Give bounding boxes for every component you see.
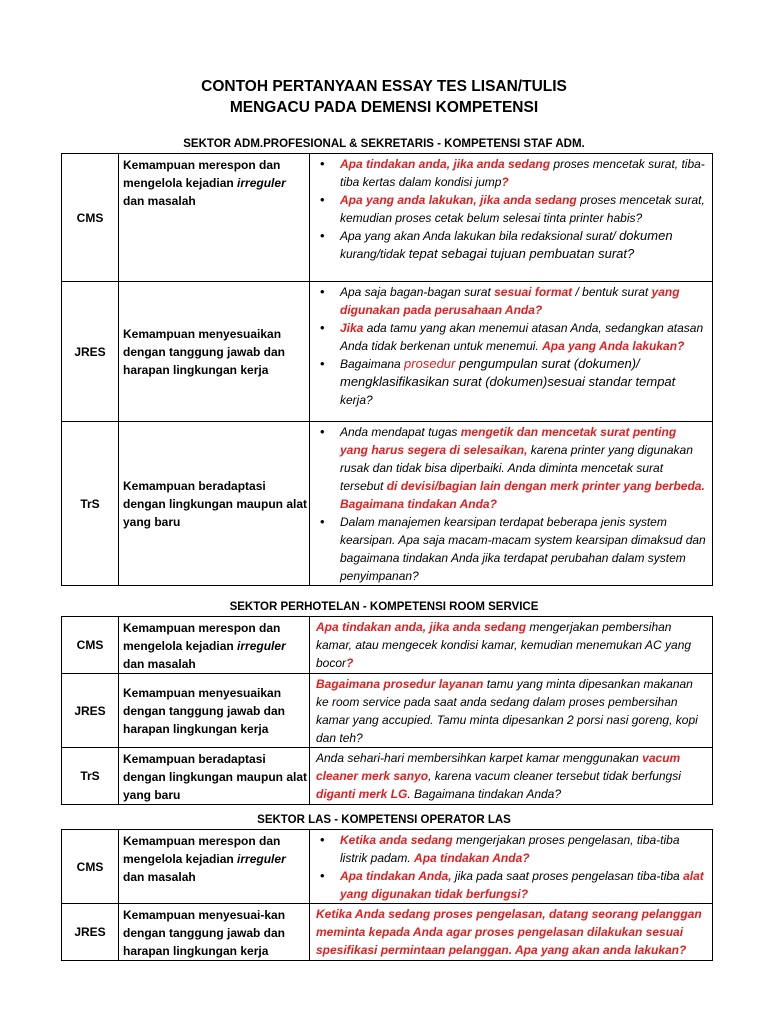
competency-cell: Kemampuan merespon dan mengelola kejadian irreguler dan masalah: [119, 617, 310, 674]
list-item: • Dalam manajemen kearsipan terdapat beberapa jenis system kearsipan. Apa saja macam-macam system kearsipan dimaksud dan bagaimana tindakan Anda jika terdapat perubahan dalam system penyimpanan?: [316, 513, 706, 585]
document-title-line-2: MENGACU PADA DEMENSI KOMPETENSI: [229, 99, 539, 116]
row-code: CMS: [62, 617, 119, 674]
competency-cell: Kemampuan merespon dan mengelola kejadian irreguler dan masalah: [119, 154, 310, 282]
section-heading-hotel: SEKTOR PERHOTELAN - KOMPETENSI ROOM SERVICE: [229, 601, 539, 613]
row-code: TrS: [62, 748, 119, 805]
table-row: [62, 904, 713, 961]
section-heading-adm: SEKTOR ADM.PROFESIONAL & SEKRETARIS - KOMPETENSI STAF ADM.: [183, 138, 585, 150]
table-hotel: [61, 616, 713, 805]
question-cell: [310, 422, 713, 586]
question-cell: Ketika Anda sedang proses pengelasan, datang seorang pelanggan meminta kepada Anda agar proses pengelasan dilakukan sesuai spesifikasi permintaan pelanggan. Apa yang akan anda lakukan?: [310, 904, 713, 961]
row-code: JRES: [62, 904, 119, 961]
question-cell: [310, 282, 713, 422]
competency-cell: Kemampuan menyesuaikan dengan tanggung jawab dan harapan lingkungan kerja: [119, 674, 310, 748]
table-row: [62, 748, 713, 805]
table-row: [62, 154, 713, 282]
table-row: [62, 830, 713, 904]
list-item: • Apa tindakan Anda, jika pada saat proses pengelasan tiba-tiba alat yang digunakan tidak berfungsi?: [316, 867, 706, 903]
table-row: [62, 422, 713, 586]
list-item: • Jika ada tamu yang akan menemui atasan Anda, sedangkan atasan Anda tidak berkenan untuk menemui. Apa yang Anda lakukan?: [316, 319, 706, 355]
row-code: CMS: [62, 154, 119, 282]
competency-cell: Kemampuan menyesuai-kan dengan tanggung jawab dan harapan lingkungan kerja: [119, 904, 310, 961]
table-row: [62, 617, 713, 674]
table-adm: [61, 153, 713, 586]
section-heading-las: SEKTOR LAS - KOMPETENSI OPERATOR LAS: [257, 814, 511, 826]
competency-cell: Kemampuan beradaptasi dengan lingkungan maupun alat yang baru: [119, 748, 310, 805]
list-item: • Apa saja bagan-bagan surat sesuai format / bentuk surat yang digunakan pada perusahaan Anda?: [316, 283, 706, 319]
competency-cell: Kemampuan menyesuaikan dengan tanggung jawab dan harapan lingkungan kerja: [119, 282, 310, 422]
question-cell: [310, 154, 713, 282]
table-las: [61, 829, 713, 961]
row-code: TrS: [62, 422, 119, 586]
competency-cell: Kemampuan beradaptasi dengan lingkungan maupun alat yang baru: [119, 422, 310, 586]
question-cell: [310, 830, 713, 904]
table-row: [62, 282, 713, 422]
row-code: JRES: [62, 282, 119, 422]
table-row: [62, 674, 713, 748]
list-item: • Ketika anda sedang mengerjakan proses pengelasan, tiba-tiba listrik padam. Apa tindakan Anda?: [316, 831, 706, 867]
document-title-line-1: CONTOH PERTANYAAN ESSAY TES LISAN/TULIS: [201, 78, 567, 95]
list-item: • Bagaimana prosedur pengumpulan surat (dokumen)/ mengklasifikasikan surat (dokumen)sesuai standar tempat kerja?: [316, 355, 706, 409]
question-cell: Bagaimana prosedur layanan tamu yang minta dipesankan makanan ke room service pada saat anda sedang dalam proses pembersihan kamar yang accupied. Tamu minta dipesankan 2 porsi nasi goreng, kopi dan teh?: [310, 674, 713, 748]
row-code: CMS: [62, 830, 119, 904]
list-item: • Apa yang anda lakukan, jika anda sedang proses mencetak surat, kemudian proses cetak belum selesai tinta printer habis?: [316, 191, 706, 227]
list-item: • Anda mendapat tugas mengetik dan mencetak surat penting yang harus segera di selesaikan, karena printer yang digunakan rusak dan tidak bisa diperbaiki. Anda diminta mencetak surat tersebut di devisi/bagian lain dengan merk printer yang berbeda. Bagaimana tindakan Anda?: [316, 423, 706, 513]
row-code: JRES: [62, 674, 119, 748]
list-item: • Apa tindakan anda, jika anda sedang proses mencetak surat, tiba-tiba kertas dalam kondisi jump?: [316, 155, 706, 191]
question-cell: Anda sehari-hari membersihkan karpet kamar menggunakan vacum cleaner merk sanyo, karena vacum cleaner tersebut tidak berfungsi diganti merk LG. Bagaimana tindakan Anda?: [310, 748, 713, 805]
list-item: • Apa yang akan Anda lakukan bila redaksional surat/ dokumen kurang/tidak tepat sebagai tujuan pembuatan surat?: [316, 227, 706, 263]
competency-cell: Kemampuan merespon dan mengelola kejadian irreguler dan masalah: [119, 830, 310, 904]
question-cell: Apa tindakan anda, jika anda sedang mengerjakan pembersihan kamar, atau mengecek kondisi kamar, kemudian menemukan AC yang bocor?: [310, 617, 713, 674]
